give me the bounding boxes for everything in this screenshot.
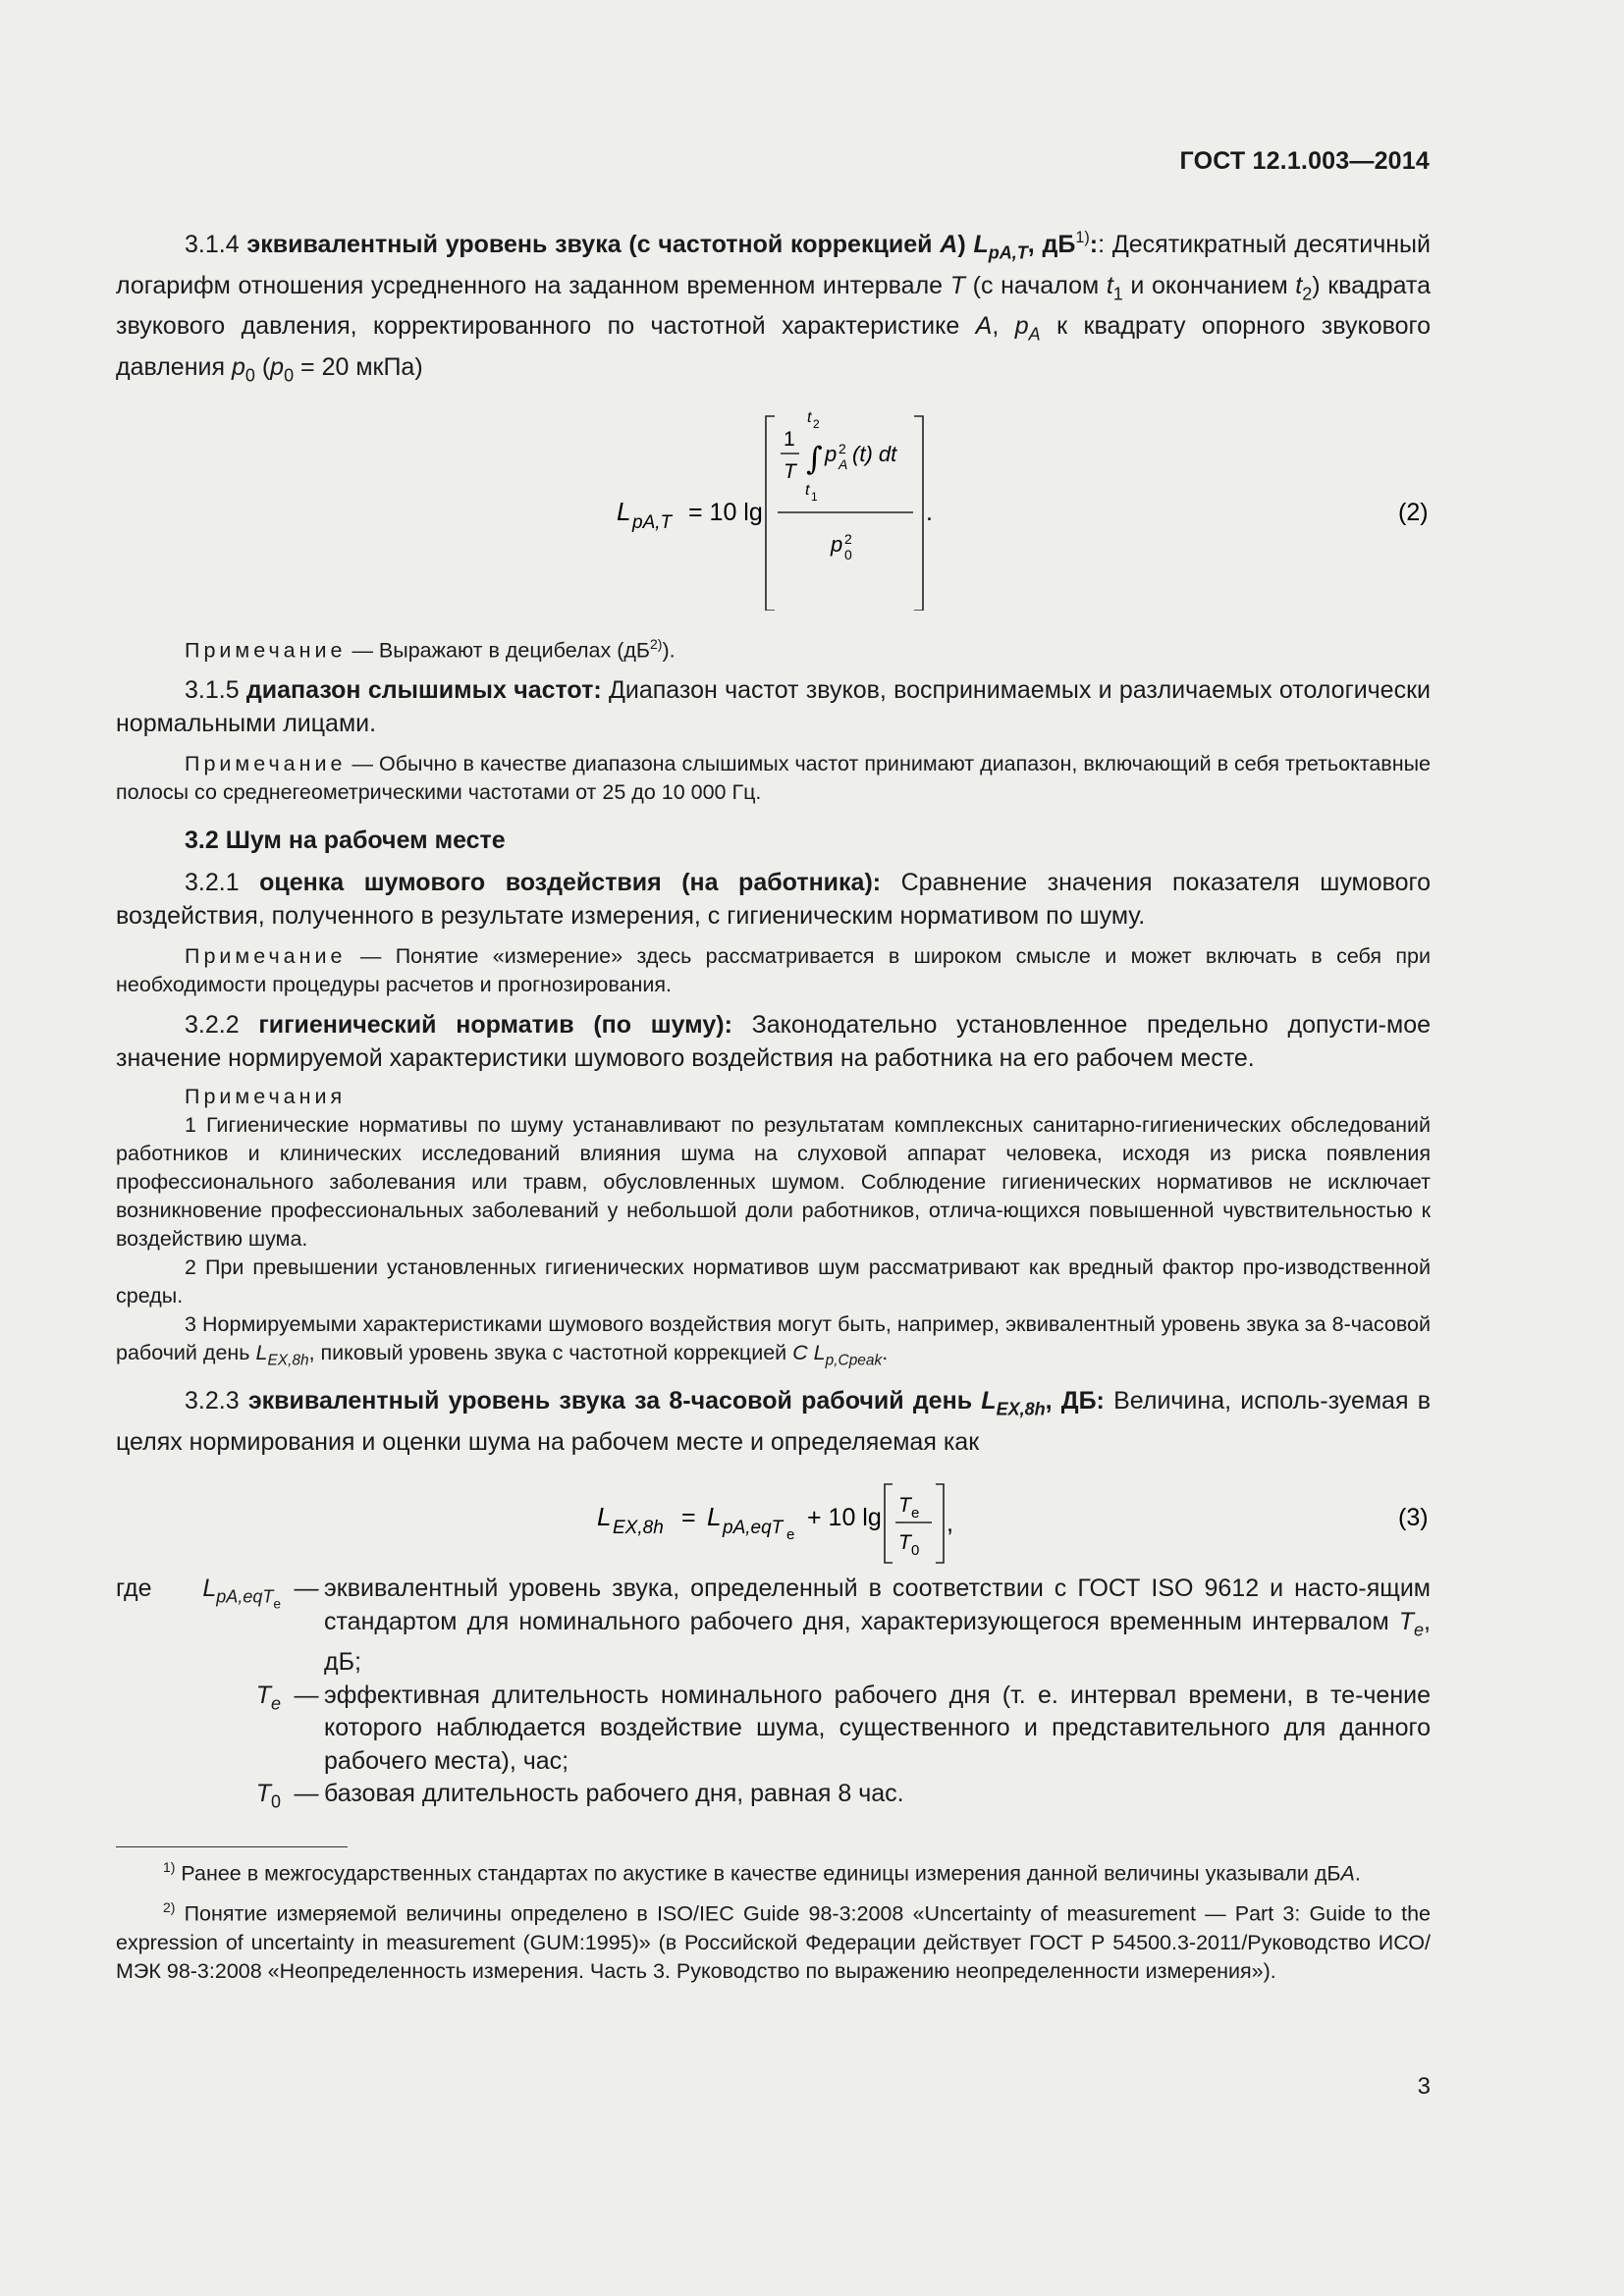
eq2-int-upper-sub: 2 xyxy=(813,416,820,431)
clause-3-2-1: 3.2.1 оценка шумового воздействия (на работника): Сравнение значения показателя шумового воздействия, полученного в результате измерения, с гигиеническим нормативом по шуму. xyxy=(116,869,1432,930)
def-symbol-1: где $L_{pA,eqTe}$ xyxy=(116,1575,281,1612)
note-item-2: 2 При превышении установленных гигиенических нормативов шум рассматривают как вредный фактор про-изводственной среды. xyxy=(116,1255,1431,1308)
eq3-L1-sub: EX,8h xyxy=(613,1518,664,1539)
eq2-p0-sup: 2 xyxy=(844,530,852,547)
footnotes xyxy=(116,1846,1431,1986)
note-3: Примечание — Понятие «измерение» здесь рассматривается в широком смысле и может включать в себя при необходимости процедуры расчетов и прогнозирования. xyxy=(116,944,1431,997)
footnote-separator xyxy=(116,1846,348,1847)
def-dash-1: — xyxy=(294,1575,319,1603)
page-content xyxy=(116,222,1431,1986)
section-3-2-heading: 3.2 Шум на рабочем месте xyxy=(185,827,506,855)
eq2-p0: p xyxy=(831,531,843,557)
eq3-T0-sub: 0 xyxy=(911,1542,920,1560)
notes-label: Примечания xyxy=(185,1085,347,1109)
footnote-1: $^{1)}$ Ранее в межгосударственных стандартах по акустике в качестве единицы измерения данной величины указывали дБA. xyxy=(163,1859,1361,1886)
eq3-Te-sub: e xyxy=(911,1505,920,1522)
def-text-3: базовая длительность рабочего дня, равная 8 час. xyxy=(324,1780,904,1808)
eq2-number: (2) xyxy=(1398,498,1429,526)
document-header: ГОСТ 12.1.003—2014 xyxy=(1179,147,1430,175)
def-text-2: эффективная длительность номинального рабочего дня (т. е. интервал времени, в те-чение которого наблюдается воздействие шума, существенного и представительного для данного рабочего места), час; xyxy=(324,1681,1431,1775)
eq2-pA-sup: 2 xyxy=(839,440,846,456)
clause-3-1-5: 3.1.5 диапазон слышимых частот: Диапазон частот звуков, воспринимаемых и различаемых отологически нормальными лицами. xyxy=(116,676,1431,737)
eq2-int-upper: t xyxy=(807,408,812,426)
eq2-one: 1 xyxy=(784,427,795,451)
def-dash-2: — xyxy=(294,1681,319,1709)
eq2-right-bracket xyxy=(914,416,923,611)
eq3-L2: L xyxy=(707,1502,722,1532)
eq3-L2-subsub: e xyxy=(786,1526,795,1544)
def-symbol-3: $T_0$ xyxy=(255,1780,281,1812)
equation-3-svg xyxy=(116,1476,1431,1567)
eq2-pA: p xyxy=(825,441,838,466)
eq2-period: . xyxy=(926,498,933,526)
eq2-integral-sign: ∫ xyxy=(806,439,823,477)
def-text-1: эквивалентный уровень звука, определенный в соответствии с ГОСТ ISO 9612 и насто-ящим стандартом для номинального рабочего дня, характеризующегося временным интервалом $T_e$, дБ; xyxy=(324,1575,1431,1677)
page-number: 3 xyxy=(1417,2073,1431,2100)
eq3-T0: T xyxy=(898,1531,911,1555)
equation-2-svg xyxy=(116,404,1431,611)
def-symbol-2: $T_e$ xyxy=(255,1681,281,1714)
clause-3-2-2: 3.2.2 гигиенический норматив (по шуму): Законодательно установленное предельно допусти-мое значение нормируемой характеристики шумового воздействия на работника на его рабочем месте. xyxy=(116,1011,1432,1072)
equation-2 xyxy=(116,404,1431,611)
note-2: Примечание — Обычно в качестве диапазона слышимых частот принимают диапазон, включающий в себя третьоктавные полосы со среднегеометрическими частотами от 25 до 10 000 Гц. xyxy=(116,752,1431,805)
eq2-targ: (t) dt xyxy=(852,441,897,466)
eq2-lhs-L: L xyxy=(617,496,631,526)
eq2-int-lower: t xyxy=(805,481,810,499)
eq2-int-lower-sub: 1 xyxy=(811,489,818,504)
eq3-right-bracket xyxy=(936,1484,944,1563)
equation-3 xyxy=(116,1476,1431,1567)
eq3-L2-sub: pA,eqT xyxy=(723,1518,784,1539)
footnote-ref-1[interactable]: 1) xyxy=(1075,229,1090,246)
eq2-T: T xyxy=(784,459,796,483)
symbol-definitions xyxy=(116,1573,1431,1819)
eq3-left-bracket xyxy=(885,1484,893,1563)
eq2-equals: = 10 lg xyxy=(688,498,763,526)
eq3-comma: , xyxy=(947,1510,953,1538)
eq3-number: (3) xyxy=(1398,1504,1429,1532)
eq2-pA-sub: A xyxy=(839,455,848,472)
note-1: Примечание — Выражают в децибелах $(дБ^{2)})$. xyxy=(185,635,676,663)
clause-3-1-4: 3.1.4 эквивалентный уровень звука (с частотной коррекцией A) $L_{pA,T}$, $дБ^{1)}$:: Десятикратный десятичный логарифм отношения усредненного на заданном временном интервале T (с началом $t_1$ и окончанием $t_2$) квадрата звукового давления, корректированного по частотной характеристике A, $p_A$ к квадрату опорного звукового давления $p_0$ ($p_0 = 20$ мкПа) xyxy=(116,229,1431,386)
eq2-left-bracket xyxy=(766,416,775,611)
eq2-lhs-sub: pA,T xyxy=(632,511,673,533)
footnote-2: $^{2)}$ Понятие измеряемой величины определено в ISO/IEC Guide 98-3:2008 «Uncertainty of measurement — Part 3: Guide to the expression of uncertainty in measurement (GUM:1995)» (в Российской Федерации действует ГОСТ Р 54500.3-2011/Руководство ИСО/МЭК 98-3:2008 «Неопределенность измерения. Часть 3. Руководство по выражению неопределенности измерения»). xyxy=(116,1899,1431,1983)
eq3-Te: T xyxy=(898,1494,911,1518)
footnote-ref-2[interactable]: 2) xyxy=(650,635,663,652)
eq3-plus-lg: + 10 lg xyxy=(807,1504,882,1532)
note-item-1: 1 Гигиенические нормативы по шуму устанавливают по результатам комплексных санитарно-гигиенических обследований работников и клинических исследований влияния шума на слуховой аппарат человека, исходя из риска появления профессионального заболевания или травм, обусловленных шумом. Соблюдение гигиенических нормативов не исключает возникновение профессиональных заболеваний у небольшой доли работников, отлича-ющихся повышенной чувствительностью к воздействию шума. xyxy=(116,1113,1431,1252)
notes-block xyxy=(116,1083,1431,1374)
clause-3-2-3: 3.2.3 эквивалентный уровень звука за 8-часовой рабочий день $L_{EX,8h}$, ДБ: Величина, исполь-зуемая в целях нормирования и оценки шума на рабочем месте и определяемая как xyxy=(116,1386,1432,1456)
eq3-L1: L xyxy=(597,1502,612,1532)
eq3-equals: = xyxy=(681,1504,696,1532)
def-dash-3: — xyxy=(294,1780,319,1808)
note-item-3: 3 Нормируемыми характеристиками шумового воздействия могут быть, например, эквивалентный уровень звука за 8-часовой рабочий день $L_{EX,8h}$, пиковый уровень звука с частотной коррекцией C $L_{p,Cpeak}$. xyxy=(116,1312,1431,1369)
eq2-p0-sub: 0 xyxy=(844,546,852,562)
